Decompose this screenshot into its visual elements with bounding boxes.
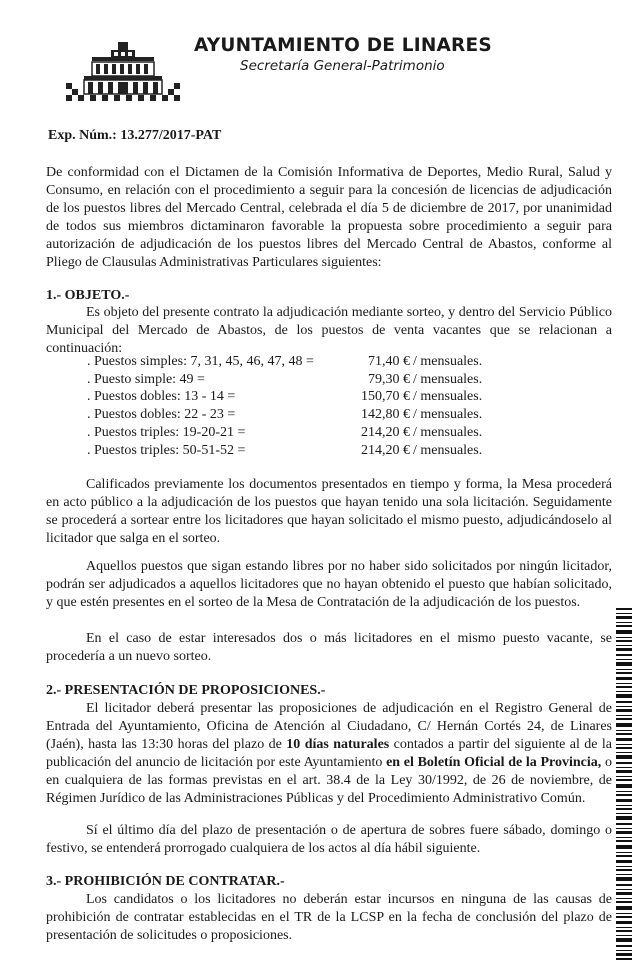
price-unit: / mensuales. [413, 371, 483, 387]
section-1-heading: 1.- OBJETO.- [46, 288, 130, 303]
bold-text-run: 10 días naturales [286, 737, 390, 752]
section-3-paragraph-1: Los candidatos o los licitadores no deberán estar incursos en ninguna de las causas de prohibición de contratar establecidas en el TR de la LCSP en la fecha de conclusión del plazo de presentación de solicitudes o proposiciones. [46, 892, 612, 943]
intro-paragraph: De conformidad con el Dictamen de la Comisión Informativa de Deportes, Medio Rural, Salud y Consumo, en relación con el procedimiento a seguir para la concesión de licencias de adjudicación de los puestos libres del Mercado Central, celebrada el día 5 de diciembre de 2017, por unanimidad de todos sus miembros dictaminaron favorable la propuesta sobre procedimiento a seguir para autorización de adjudicación de los puestos libres del Mercado Central de Abastos, conforme al Pliego de Clausulas Administrativas Particulares siguientes: [46, 165, 612, 270]
price-amount: 214,20 € [361, 442, 410, 458]
section-3-heading: 3.- PROHIBICIÓN DE CONTRATAR.- [46, 874, 285, 889]
section-2-paragraph-1 [46, 700, 612, 808]
price-unit: / mensuales. [413, 424, 483, 440]
price-label: . Puestos simples: 7, 31, 45, 46, 47, 48 = [87, 354, 314, 369]
organization-subtitle: Secretaría General-Patrimonio [240, 58, 445, 74]
price-row [87, 388, 482, 406]
price-label: . Puestos dobles: 22 - 23 = [87, 407, 236, 423]
price-row [87, 424, 482, 442]
price-amount: 71,40 € [368, 354, 410, 369]
bold-text-run: en el Boletín Oficial de la Provincia, [386, 755, 602, 770]
barcode-icon [613, 608, 632, 960]
price-unit: / mensuales. [413, 407, 483, 423]
price-unit: / mensuales. [413, 389, 483, 405]
section-1-paragraph-3: Aquellos puestos que sigan estando libres por no haber sido solicitados por ningún licitador, podrán ser adjudicados a aquellos licitadores que no hayan obtenido el puesto que habían solicitado, y que estén presentes en el sorteo de la Mesa de Contratación de la adjudicación de los puestos. [46, 559, 612, 610]
price-label: . Puestos triples: 19-20-21 = [87, 424, 246, 440]
price-row [87, 371, 482, 389]
price-label: . Puestos dobles: 13 - 14 = [87, 389, 236, 405]
price-unit: / mensuales. [413, 442, 483, 458]
section-1-paragraph-2: Calificados previamente los documentos presentados en tiempo y forma, la Mesa procederá en acto público a la adjudicación de los puestos que hayan tenido una sola licitación. Seguidamente se procederá a sortear entre los licitadores que hayan solicitado el mismo puesto, adjudicándoselo al licitador que salga en el sorteo. [46, 477, 612, 546]
price-row [87, 353, 482, 371]
text-run: El licitador deberá presentar las proposiciones de adjudicación en el Registro General de Entrada del Ayuntamiento, Oficina de Atención al Ciudadano, C/ Hernán Cortés 24, de Linares (Jaén), hasta las 13:30 horas del plazo de [46, 701, 612, 752]
price-unit: / mensuales. [413, 354, 483, 369]
text-run: o en cualquiera de las formas previstas en el art. 38.4 de la Ley 30/1992, de 26 de noviembre, de Régimen Jurídico de las Administraciones Públicas y del Procedimiento Administrativo Común. [46, 755, 612, 806]
price-row [87, 406, 482, 424]
price-amount: 214,20 € [361, 424, 410, 440]
price-amount: 142,80 € [361, 407, 410, 423]
section-2-heading: 2.- PRESENTACIÓN DE PROPOSICIONES.- [46, 683, 326, 698]
price-label: . Puestos triples: 50-51-52 = [87, 442, 246, 458]
price-row [87, 442, 482, 460]
price-amount: 150,70 € [361, 389, 410, 405]
price-label: . Puesto simple: 49 = [87, 371, 205, 387]
file-number: Exp. Núm.: 13.277/2017-PAT [48, 128, 222, 143]
section-1-paragraph-4: En el caso de estar interesados dos o más licitadores en el mismo puesto vacante, se procedería a un nuevo sorteo. [46, 631, 612, 664]
section-2-paragraph-2: Sí el último día del plazo de presentación o de apertura de sobres fuere sábado, domingo o festivo, se entenderá prorrogado cualquiera de los actos al día hábil siguiente. [46, 823, 612, 856]
text-run: contados a partir del siguiente al de la publicación del anuncio de licitación por este Ayuntamiento [46, 737, 613, 770]
section-1-intro: Es objeto del presente contrato la adjudicación mediante sorteo, y dentro del Servicio Público Municipal del Mercado de Abastos, de los puestos de venta vacantes que se relacionan a continuación: [46, 305, 612, 356]
price-list [87, 353, 482, 459]
price-amount: 79,30 € [368, 371, 410, 387]
town-hall-logo-icon [64, 40, 182, 102]
organization-title: AYUNTAMIENTO DE LINARES [194, 35, 492, 56]
